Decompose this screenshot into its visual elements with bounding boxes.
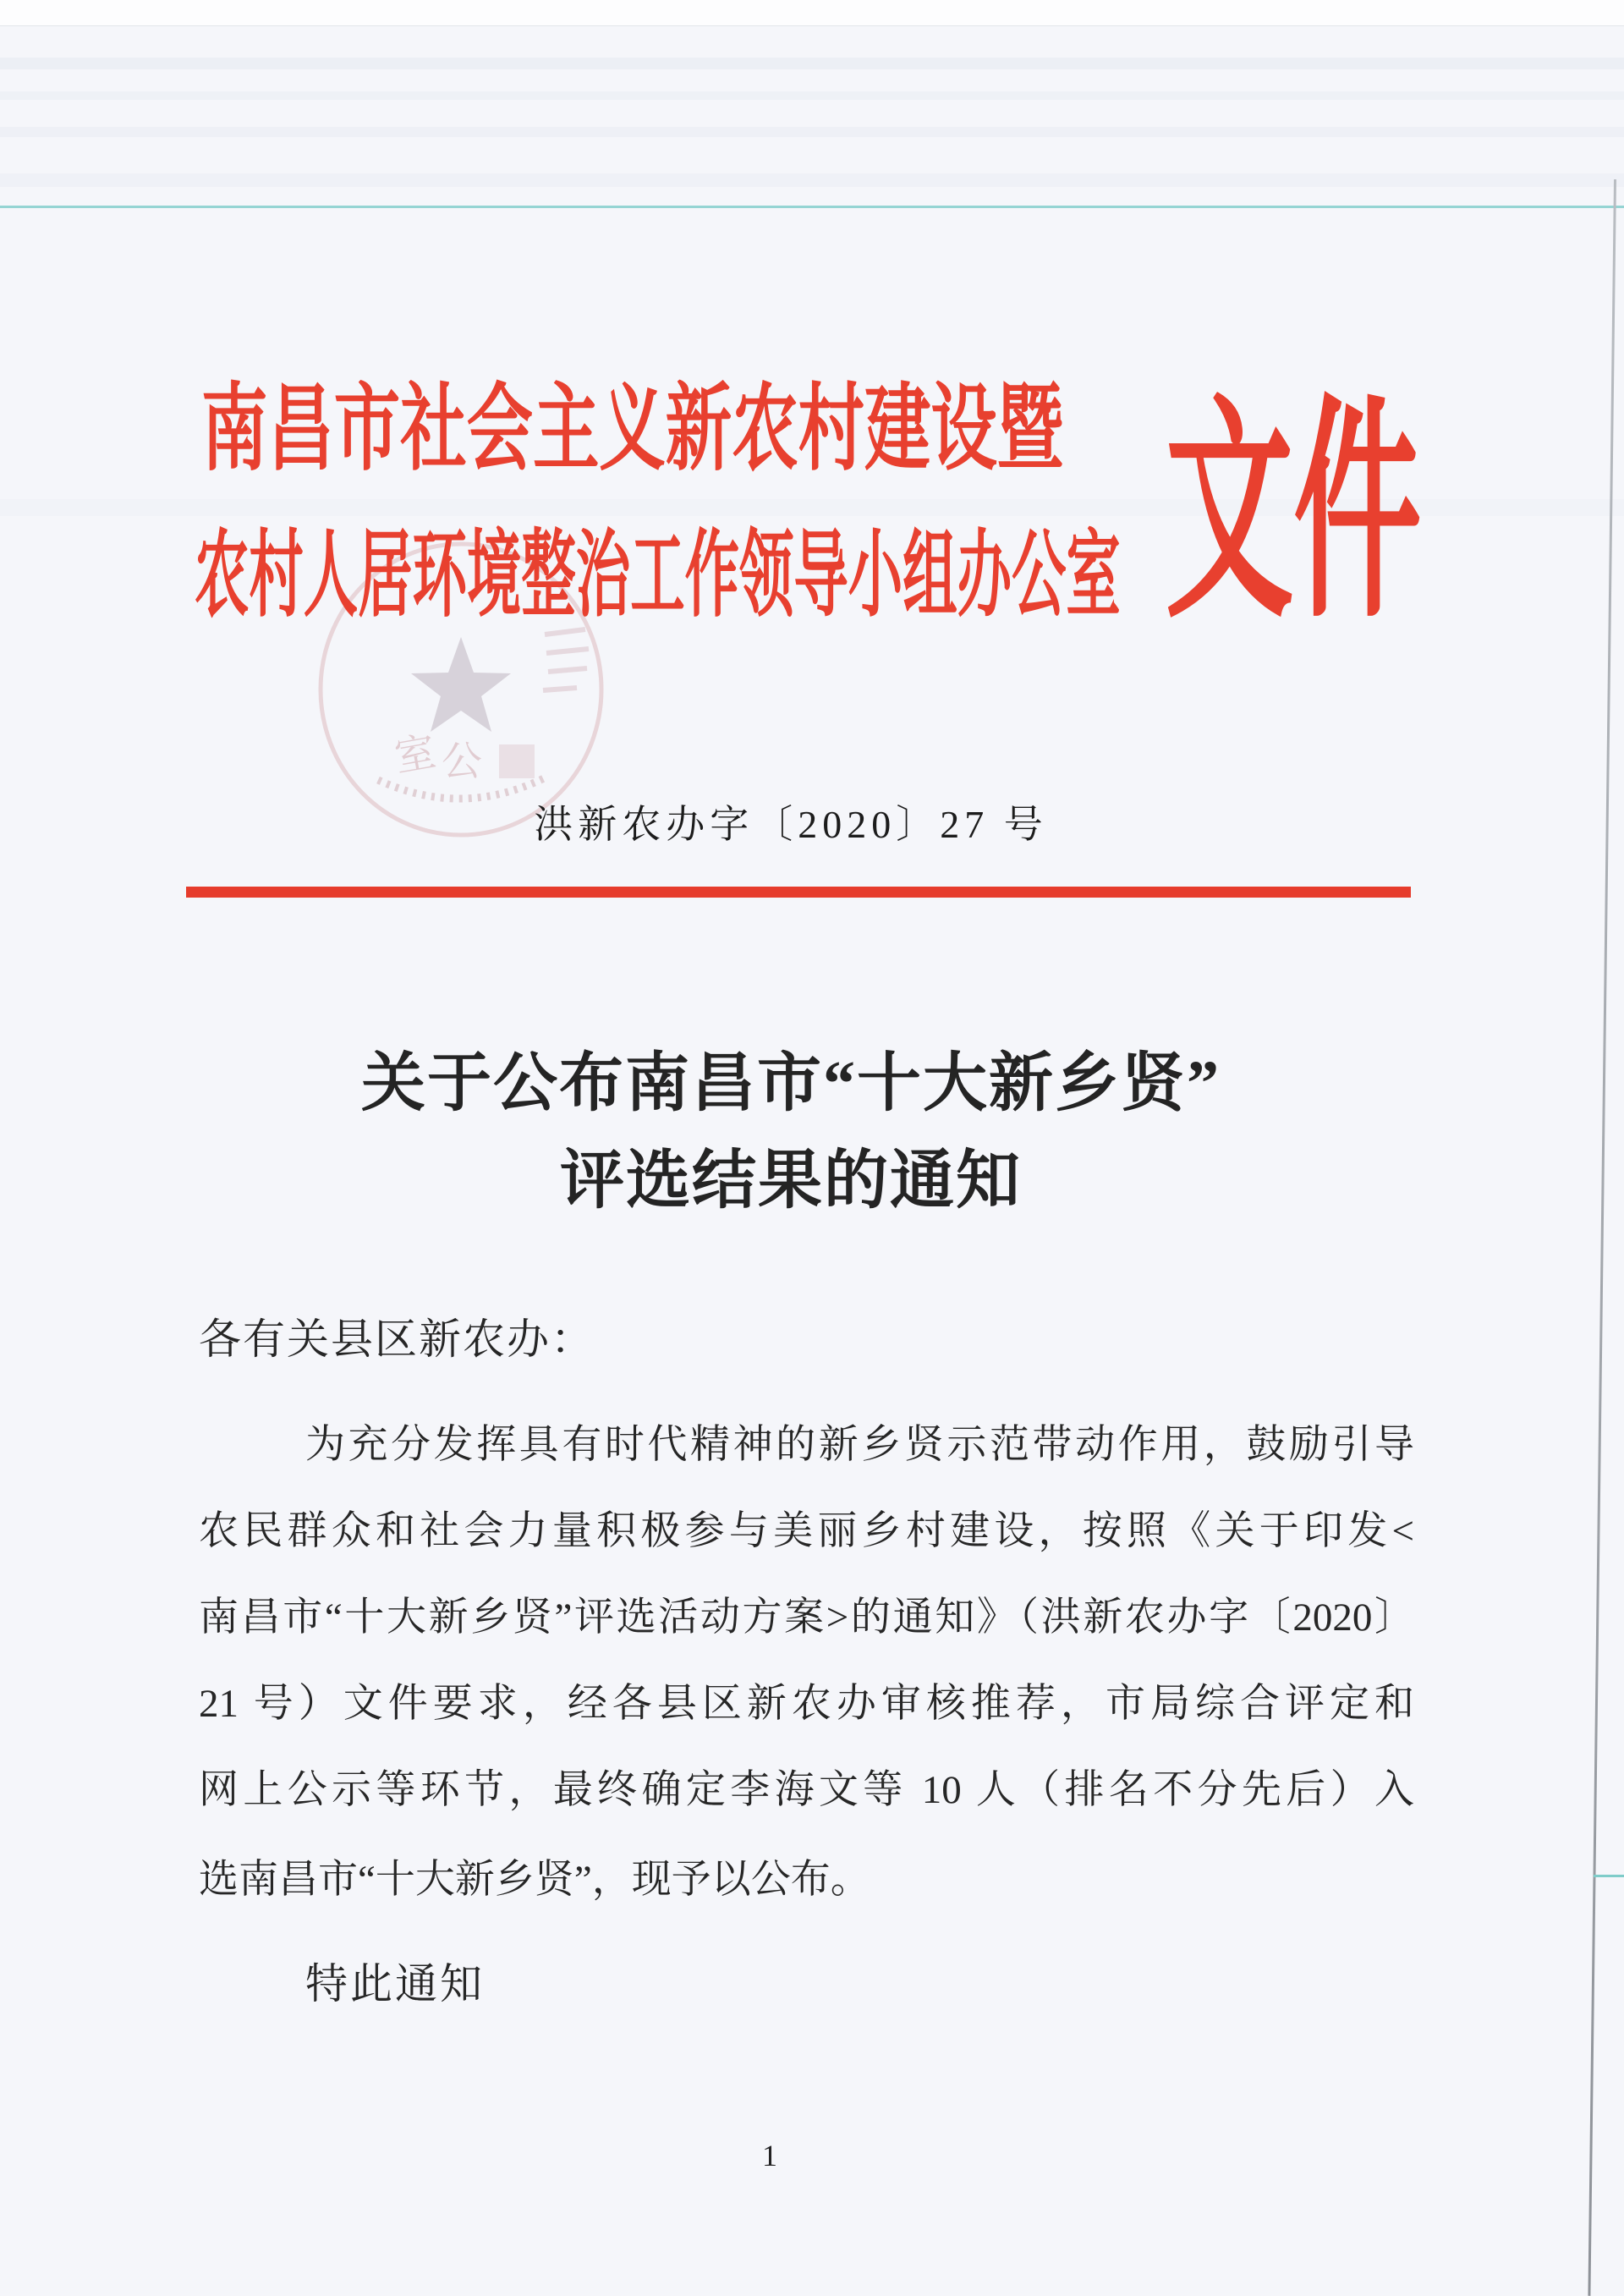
seal-text-char: 公	[442, 739, 483, 784]
doc-title-line2: 评选结果的通知	[560, 1145, 1022, 1217]
red-separator-rule	[186, 887, 1411, 898]
seal-text-char: 室	[391, 729, 440, 781]
seal-star-icon	[411, 637, 511, 732]
body-line: 为充分发挥具有时代精神的新乡贤示范带动作用，鼓励引导	[305, 1423, 1414, 1467]
letterhead-org-line1: 南昌市社会主义新农村建设暨	[201, 377, 1064, 482]
scan-noise-band	[0, 58, 1624, 69]
scan-top-strip	[0, 0, 1624, 26]
letterhead-doc-type: 文件	[1166, 382, 1422, 645]
body-line: 南昌市“十大新乡贤”评选活动方案>的通知》（洪新农办字〔2020〕	[199, 1596, 1414, 1640]
letterhead-org-line2: 农村人居环境整治工作领导小组办公室	[195, 524, 1121, 629]
scan-noise-band	[0, 173, 1624, 187]
body-line: 网上公示等环节，最终确定李海文等 10 人（排名不分先后）入	[199, 1768, 1414, 1812]
scan-noise-band	[0, 127, 1624, 137]
seal-faded-glyph	[499, 744, 535, 778]
doc-number: 洪新农办字〔2020〕27 号	[534, 803, 1048, 846]
scan-teal-tick	[1594, 1875, 1624, 1877]
seal-faded-marks	[543, 629, 589, 690]
page-right-edge	[1588, 179, 1616, 2296]
doc-title-line1: 关于公布南昌市“十大新乡贤”	[361, 1048, 1221, 1119]
scan-teal-line	[0, 206, 1624, 208]
body-line: 21 号）文件要求，经各县区新农办审核推荐，市局综合评定和	[199, 1682, 1414, 1726]
closing-notice: 特此通知	[305, 1960, 485, 2008]
body-line: 选南昌市“十大新乡贤”，现予以公布。	[199, 1858, 870, 1902]
salutation: 各有关县区新农办：	[199, 1316, 595, 1363]
page-number: 1	[762, 2139, 777, 2172]
scan-noise-band	[0, 91, 1624, 100]
body-line: 农民群众和社会力量积极参与美丽乡村建设，按照《关于印发<	[199, 1509, 1414, 1553]
